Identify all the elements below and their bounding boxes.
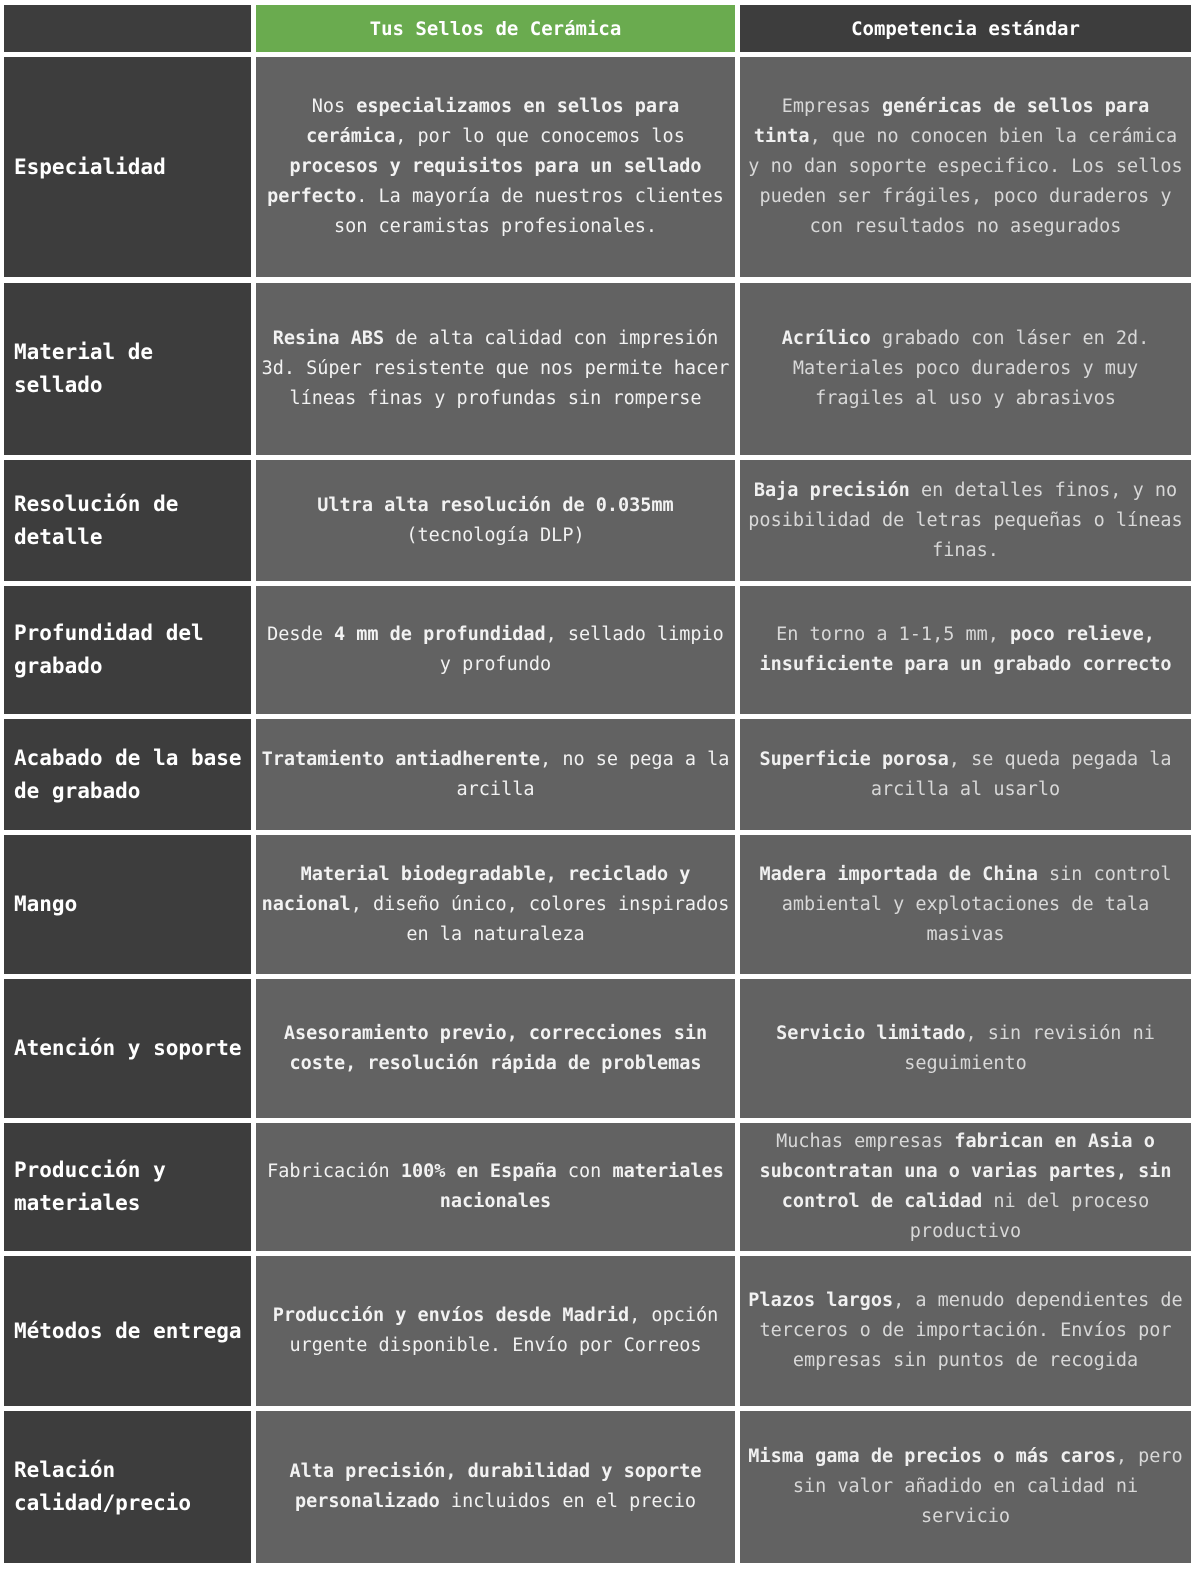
row-label xyxy=(4,1411,251,1563)
header-ours xyxy=(256,5,735,52)
bold-segment: poco relieve, insuficiente para un grabado correcto xyxy=(759,624,1172,675)
ours-cell xyxy=(256,719,735,830)
ours-text xyxy=(260,324,731,414)
competition-text xyxy=(746,745,1185,805)
row-label-text: Mango xyxy=(14,892,78,916)
text-segment: , que no conocen bien la cerámica y no dan soporte especifico. Los sellos pueden ser frágiles, poco duraderos y con resultados no asegurados xyxy=(748,126,1183,237)
bold-segment: Material biodegradable, reciclado y nacional xyxy=(261,863,691,915)
header-competition-label: Competencia estándar xyxy=(851,17,1080,40)
row-label-text: Material de sellado xyxy=(14,340,154,397)
competition-cell xyxy=(740,719,1191,830)
header-ours-label: Tus Sellos de Cerámica xyxy=(369,17,622,40)
competition-cell xyxy=(740,1123,1191,1251)
ours-text xyxy=(260,1457,731,1517)
ours-text xyxy=(260,1157,731,1217)
text-segment: Empresas xyxy=(781,96,882,117)
competition-cell xyxy=(740,57,1191,277)
competition-cell xyxy=(740,460,1191,581)
ours-cell xyxy=(256,979,735,1118)
header-competition xyxy=(740,5,1191,52)
bold-segment: Asesoramiento previo, correcciones sin coste, resolución rápida de problemas xyxy=(283,1022,708,1074)
competition-cell xyxy=(740,283,1191,455)
text-segment: ni del proceso productivo xyxy=(909,1191,1150,1242)
ours-text xyxy=(260,620,731,680)
ours-text xyxy=(260,745,731,805)
header-corner xyxy=(4,5,251,52)
row-label-text: Especialidad xyxy=(14,154,166,179)
row-label-text: Profundidad del grabado xyxy=(14,621,204,678)
bold-segment: genéricas de sellos para tinta xyxy=(753,96,1150,147)
ours-cell xyxy=(256,835,735,974)
row-label-text: Métodos de entrega xyxy=(14,1318,242,1343)
text-segment: , a menudo dependientes de terceros o de importación. Envíos por empresas sin puntos de recogida xyxy=(759,1290,1183,1371)
competition-cell xyxy=(740,835,1191,974)
bold-segment: Baja precisión xyxy=(753,479,910,501)
text-segment: , pero sin valor añadido en calidad ni servicio xyxy=(792,1446,1183,1527)
competition-text xyxy=(746,860,1185,950)
text-segment: Muchas empresas xyxy=(776,1131,955,1152)
text-segment: , sin revisión ni seguimiento xyxy=(904,1022,1155,1074)
bold-segment: Acrílico xyxy=(781,328,871,349)
competition-cell xyxy=(740,1256,1191,1406)
row-label xyxy=(4,586,251,714)
bold-segment: 4 mm de profundidad xyxy=(333,624,546,645)
bold-segment: Tratamiento antiadherente xyxy=(261,748,541,770)
competition-text xyxy=(746,1019,1185,1079)
text-segment: sin control ambiental y explotaciones de tala masivas xyxy=(781,863,1172,945)
ours-text xyxy=(260,1019,731,1079)
bold-segment: Ultra alta resolución de 0.035mm xyxy=(317,494,674,516)
competition-text xyxy=(746,92,1185,242)
text-segment: de alta calidad con impresión 3d. Súper resistente que nos permite hacer líneas finas y profundas sin romperse xyxy=(261,328,730,409)
text-segment: Nos xyxy=(311,96,357,117)
ours-cell xyxy=(256,1123,735,1251)
text-segment: . La mayoría de nuestros clientes son ceramistas profesionales. xyxy=(333,186,724,237)
bold-segment: procesos y requisitos para un sellado perfecto xyxy=(267,156,702,207)
competition-text xyxy=(746,1442,1185,1532)
row-label-text: Relación calidad/precio xyxy=(14,1458,192,1515)
text-segment: , no se pega a la arcilla xyxy=(456,748,730,800)
text-segment: con xyxy=(556,1161,613,1182)
row-label-text: Atención y soporte xyxy=(14,1036,242,1060)
ours-cell xyxy=(256,460,735,581)
bold-segment: Producción y envíos desde Madrid xyxy=(272,1305,630,1326)
competition-cell xyxy=(740,979,1191,1118)
row-label xyxy=(4,460,251,581)
text-segment: (tecnología DLP) xyxy=(406,524,585,546)
bold-segment: materiales nacionales xyxy=(439,1161,724,1212)
bold-segment: fabrican en Asia o subcontratan una o varias partes, sin control de calidad xyxy=(759,1131,1172,1212)
competition-text xyxy=(746,620,1185,680)
row-label xyxy=(4,1123,251,1251)
ours-cell xyxy=(256,586,735,714)
competition-cell xyxy=(740,1411,1191,1563)
row-label xyxy=(4,283,251,455)
competition-text xyxy=(746,324,1185,414)
competition-cell xyxy=(740,586,1191,714)
row-label xyxy=(4,57,251,277)
row-label-text: Resolución de detalle xyxy=(14,491,179,549)
ours-text xyxy=(260,491,731,551)
text-segment: grabado con láser en 2d. Materiales poco duraderos y muy fragiles al uso y abrasivos xyxy=(792,328,1150,409)
ours-cell xyxy=(256,57,735,277)
competition-text xyxy=(746,476,1185,566)
row-label xyxy=(4,979,251,1118)
text-segment: , diseño único, colores inspirados en la naturaleza xyxy=(350,893,730,945)
bold-segment: Madera importada de China xyxy=(759,863,1038,885)
text-segment: , por lo que conocemos los xyxy=(395,126,685,147)
row-label-text: Acabado de la base de grabado xyxy=(14,745,242,803)
text-segment: en detalles finos, y no posibilidad de letras pequeñas o líneas finas. xyxy=(748,479,1183,561)
text-segment: , se queda pegada la arcilla al usarlo xyxy=(870,748,1172,800)
competition-text xyxy=(746,1127,1185,1247)
competition-text xyxy=(746,1286,1185,1376)
bold-segment: Alta precisión, durabilidad y soporte personalizado xyxy=(289,1461,702,1512)
text-segment: , sellado limpio y profundo xyxy=(439,624,724,675)
bold-segment: 100% en España xyxy=(400,1161,557,1182)
row-label xyxy=(4,719,251,830)
bold-segment: Superficie porosa xyxy=(759,748,949,770)
ours-cell xyxy=(256,1256,735,1406)
row-label xyxy=(4,835,251,974)
text-segment: , opción urgente disponible. Envío por Correos xyxy=(289,1305,719,1356)
bold-segment: Servicio limitado xyxy=(776,1022,966,1044)
text-segment: En torno a 1-1,5 mm, xyxy=(776,624,1011,645)
row-label-text: Producción y materiales xyxy=(14,1158,166,1215)
bold-segment: Resina ABS xyxy=(272,328,385,349)
ours-text xyxy=(260,92,731,242)
bold-segment: Misma gama de precios o más caros xyxy=(748,1446,1116,1467)
bold-segment: especializamos en sellos para cerámica xyxy=(306,96,680,147)
text-segment: Fabricación xyxy=(267,1161,401,1182)
ours-text xyxy=(260,860,731,950)
ours-cell xyxy=(256,283,735,455)
ours-cell xyxy=(256,1411,735,1563)
text-segment: incluidos en el precio xyxy=(439,1491,696,1512)
bold-segment: Plazos largos xyxy=(748,1290,894,1311)
ours-text xyxy=(260,1301,731,1361)
text-segment: Desde xyxy=(267,624,334,645)
row-label xyxy=(4,1256,251,1406)
